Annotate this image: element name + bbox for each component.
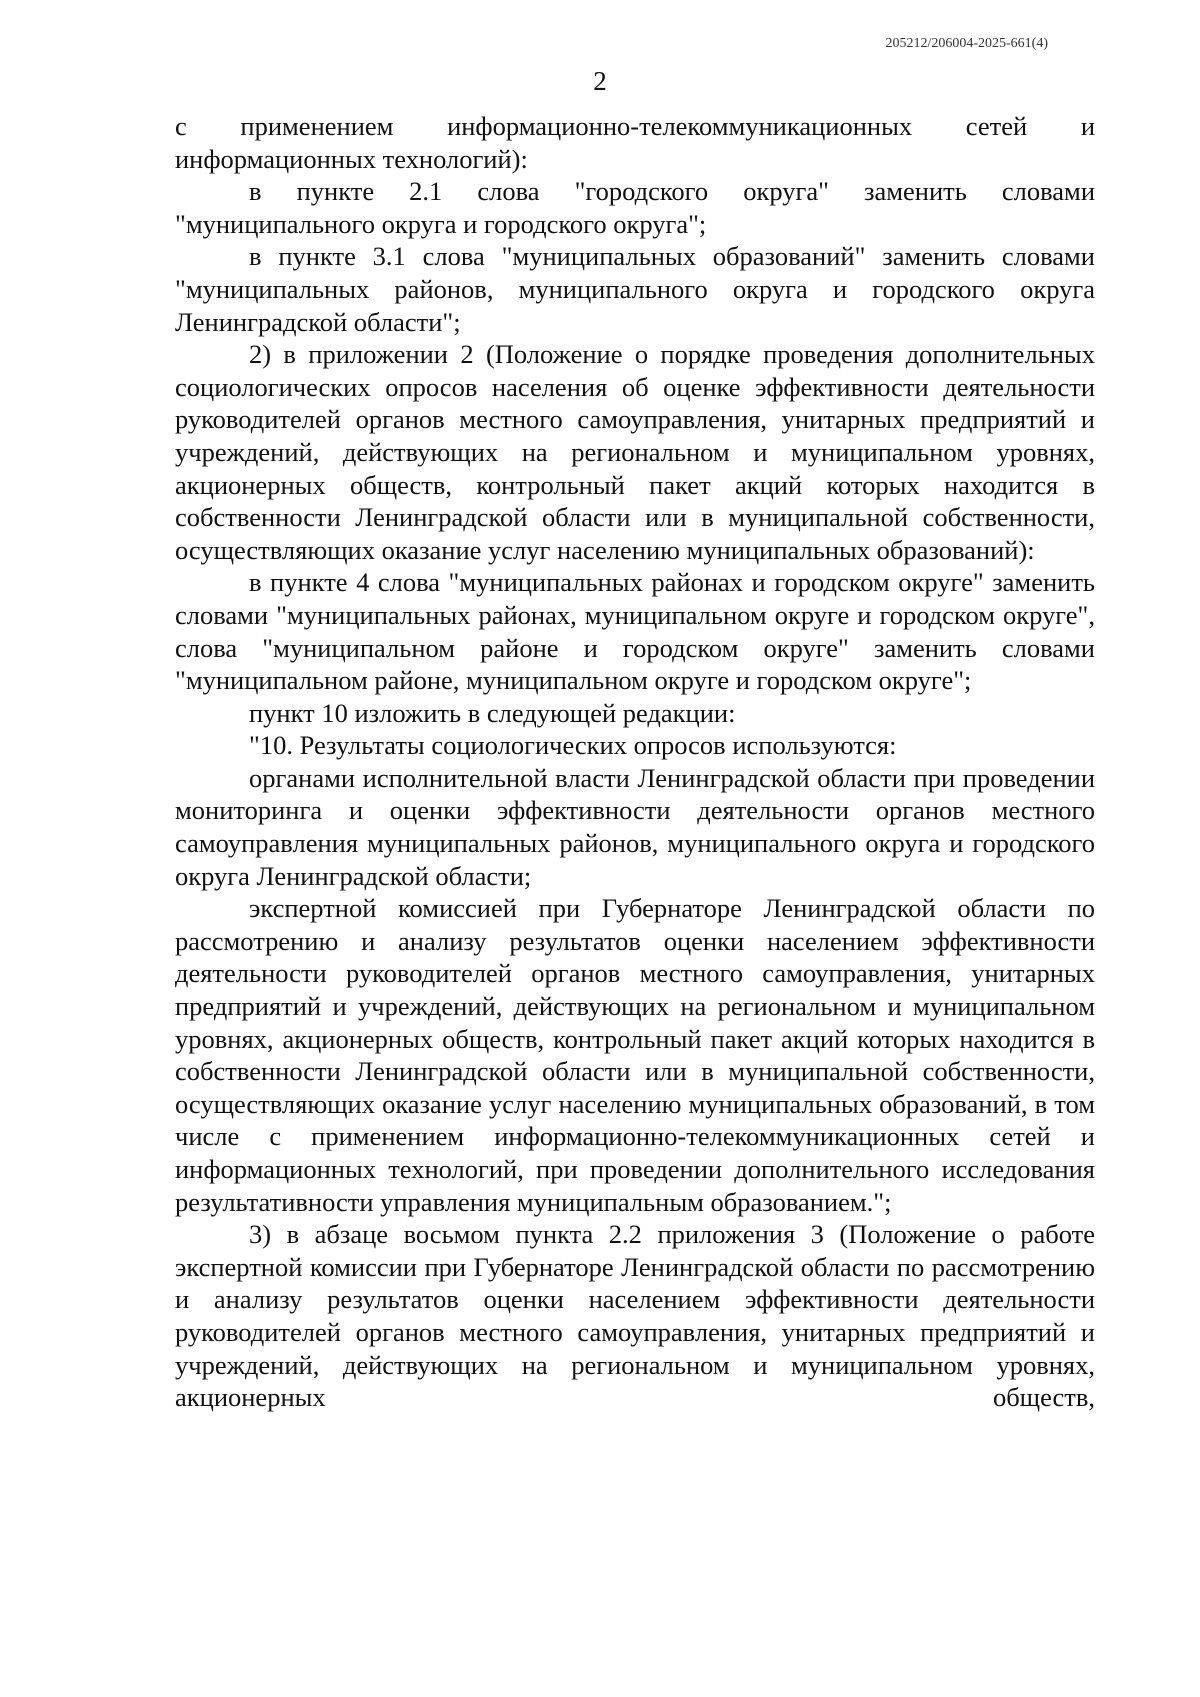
- document-body: [175, 110, 1095, 1414]
- paragraph: в пункте 4 слова "муниципальных районах и городском округе" заменить словами "муниципальных районах, муниципальном округе и городском округе", слова "муниципальном районе и городском округе" заменить словами "муниципальном районе, муниципальном округе и городском округе";: [175, 567, 1095, 696]
- paragraph: пункт 10 изложить в следующей редакции:: [249, 697, 736, 728]
- paragraph: экспертной комиссией при Губернаторе Ленинградской области по рассмотрению и анализу результатов оценки населением эффективности деятельности руководителей органов местного самоуправления, унитарных предприятий и учреждений, действующих на региональном и муниципальном уровнях, акционерных обществ, контрольный пакет акций которых находится в собственности Ленинградской области или в муниципальной собственности, осуществляющих оказание услуг населению муниципальных образований, в том числе с применением информационно-телекоммуникационных сетей и информационных технологий, при проведении дополнительного исследования результативности управления муниципальным образованием.";: [175, 893, 1095, 1217]
- paragraph: в пункте 2.1 слова "городского округа" заменить словами "муниципального округа и городского округа";: [175, 176, 1095, 239]
- paragraph: 3) в абзаце восьмом пункта 2.2 приложения 3 (Положение о работе экспертной комиссии при Губернаторе Ленинградской области по рассмотрению и анализу результатов оценки населением эффективности деятельности руководителей органов местного самоуправления, унитарных предприятий и учреждений, действующих на региональном и муниципальном уровнях, акционерных обществ,: [175, 1219, 1095, 1413]
- paragraph: с применением информационно-телекоммуникационных сетей и информационных технологий):: [175, 111, 1095, 174]
- document-registration-number: 205212/206004-2025-661(4): [885, 36, 1048, 51]
- paragraph: 2) в приложении 2 (Положение о порядке проведения дополнительных социологических опросов населения об оценке эффективности деятельности руководителей органов местного самоуправления, унитарных предприятий и учреждений, действующих на региональном и муниципальном уровнях, акционерных обществ, контрольный пакет акций которых находится в собственности Ленинградской области или в муниципальной собственности, осуществляющих оказание услуг населению муниципальных образований):: [175, 339, 1095, 565]
- page-number: 2: [593, 66, 607, 96]
- paragraph: органами исполнительной власти Ленинградской области при проведении мониторинга и оценки эффективности деятельности органов местного самоуправления муниципальных районов, муниципального округа и городского округа Ленинградской области;: [175, 762, 1095, 891]
- paragraph: "10. Результаты социологических опросов используются:: [249, 730, 897, 761]
- paragraph: в пункте 3.1 слова "муниципальных образований" заменить словами "муниципальных районов, муниципального округа и городского округа Ленинградской области";: [175, 241, 1095, 337]
